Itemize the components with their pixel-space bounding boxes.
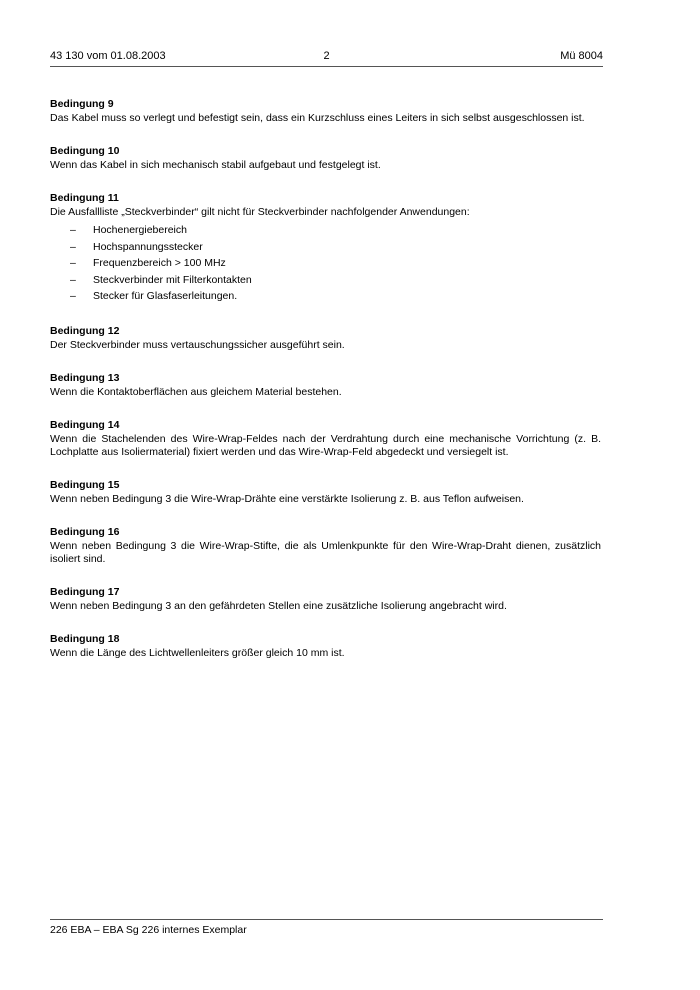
dash-bullet: – <box>70 290 76 302</box>
condition-text: Wenn die Kontaktoberflächen aus gleichem Material bestehen. <box>50 385 342 398</box>
condition-text: Wenn die Länge des Lichtwellenleiters größer gleich 10 mm ist. <box>50 646 345 659</box>
condition-title: Bedingung 14 <box>50 418 120 431</box>
list-item <box>50 255 601 272</box>
list-item-text: Stecker für Glasfaserleitungen. <box>93 290 238 302</box>
list-item-text: Hochenergiebereich <box>93 224 187 236</box>
condition-10 <box>50 145 601 172</box>
list-item <box>50 288 601 305</box>
list-item-text: Steckverbinder mit Filterkontakten <box>93 273 252 286</box>
list-item-text: Frequenzbereich > 100 MHz <box>93 257 226 269</box>
condition-title: Bedingung 13 <box>50 371 120 384</box>
application-list <box>50 222 601 305</box>
condition-text: Wenn die Stachelenden des Wire-Wrap-Feldes nach der Verdrahtung durch eine mechanische Vorrichtung (z. B. Lochplatte aus Isoliermaterial) fixiert werden und das Wire-Wrap-Feld abgedeckt und versiegelt ist. <box>50 432 601 458</box>
condition-13 <box>50 372 601 399</box>
condition-title: Bedingung 17 <box>50 585 120 598</box>
condition-11 <box>50 192 601 305</box>
list-item <box>50 272 601 289</box>
page-footer <box>50 919 603 936</box>
condition-16 <box>50 526 601 566</box>
document-code: Mü 8004 <box>560 50 603 62</box>
dash-bullet: – <box>70 224 76 236</box>
page-header <box>50 48 603 67</box>
condition-9 <box>50 98 601 125</box>
condition-17 <box>50 586 601 613</box>
dash-bullet: – <box>70 257 76 269</box>
condition-text: Wenn neben Bedingung 3 an den gefährdeten Stellen eine zusätzliche Isolierung angebracht wird. <box>50 599 507 612</box>
document-reference: 43 130 vom 01.08.2003 <box>50 50 166 62</box>
condition-15 <box>50 479 601 506</box>
condition-title: Bedingung 15 <box>50 478 120 491</box>
condition-18 <box>50 633 601 660</box>
condition-title: Bedingung 12 <box>50 324 120 337</box>
condition-title: Bedingung 16 <box>50 525 120 538</box>
condition-text: Wenn neben Bedingung 3 die Wire-Wrap-Stifte, die als Umlenkpunkte für den Wire-Wrap-Draht dienen, zusätzlich isoliert sind. <box>50 539 601 565</box>
condition-12 <box>50 325 601 352</box>
condition-title: Bedingung 10 <box>50 145 120 157</box>
condition-title: Bedingung 11 <box>50 192 119 204</box>
condition-title: Bedingung 18 <box>50 632 120 645</box>
list-item-text: Hochspannungsstecker <box>93 240 203 253</box>
conditions-list <box>50 98 601 680</box>
condition-text: Der Steckverbinder muss vertauschungssicher ausgeführt sein. <box>50 338 345 351</box>
footer-text: 226 EBA – EBA Sg 226 internes Exemplar <box>50 924 247 936</box>
condition-14 <box>50 419 601 459</box>
list-item <box>50 239 601 256</box>
condition-text: Die Ausfallliste „Steckverbinder“ gilt nicht für Steckverbinder nachfolgender Anwendungen: <box>50 206 470 218</box>
condition-title: Bedingung 9 <box>50 98 114 110</box>
condition-text: Das Kabel muss so verlegt und befestigt sein, dass ein Kurzschluss eines Leiters in sich selbst ausgeschlossen ist. <box>50 112 585 124</box>
dash-bullet: – <box>70 273 76 286</box>
condition-text: Wenn neben Bedingung 3 die Wire-Wrap-Drähte eine verstärkte Isolierung z. B. aus Teflon aufweisen. <box>50 492 524 505</box>
page-number: 2 <box>323 50 330 62</box>
dash-bullet: – <box>70 240 76 253</box>
condition-text: Wenn das Kabel in sich mechanisch stabil aufgebaut und festgelegt ist. <box>50 159 381 171</box>
list-item <box>50 222 601 239</box>
